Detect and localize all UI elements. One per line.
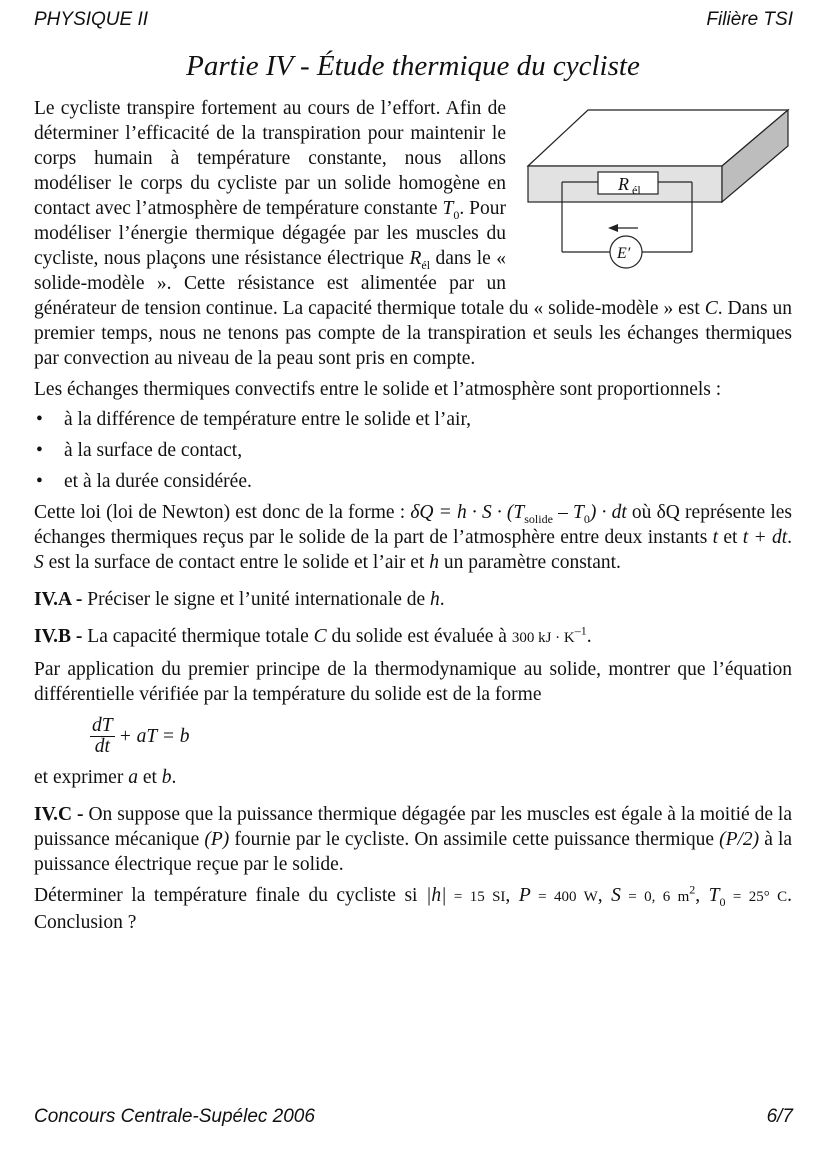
page-number: 6/7 [766, 1106, 793, 1127]
proportionality-list [34, 407, 792, 494]
footer-contest: Concours Centrale-Supélec 2006 [34, 1106, 315, 1127]
header-subject: PHYSIQUE II [34, 9, 149, 30]
differential-equation: $\frac{dT}{dt}$ + aT = b [92, 714, 190, 757]
question-ivb-text: Par application du premier principe de la thermodynamique au solide, montrer que l’équation différentielle vérifiée par la température du solide est de la forme [34, 659, 792, 705]
convection-paragraph: Les échanges thermiques convectifs entre le solide et l’atmosphère sont proportionnels : [34, 379, 722, 400]
list-item: • à la différence de température entre le solide et l’air, [36, 409, 472, 430]
intro-paragraph: Le cycliste transpire fortement au cours de l’effort. Afin de déterminer l’efficacité de la transpiration pour maintenir le corps humain à température constante, nous allons modéliser le corps du cycliste par un solide homogène en contact avec l’atmosphère de température constante $T_0$. Pour modéliser l’énergie thermique dégagée par les muscles du cycliste, nous plaçons une résistance électrique $R_{él}$ dans le « solide-modèle ». Cette résistance est alimentée par un générateur de tension continue. La capacité thermique totale du « solide-modèle » est C. Dans un premier temps, nous ne tenons pas compte de la transpiration et seuls les échanges thermiques par convection au niveau de la peau sont pris en compte. [34, 98, 792, 369]
resistor-label: R [618, 174, 629, 194]
generator-label: E′ [617, 245, 631, 262]
header-track: Filière TSI [706, 9, 793, 30]
question-ivc: IV.C - On suppose que la puissance thermique dégagée par les muscles est égale à la moitié de la puissance mécanique (P) fournie par le cycliste. On assimile cette puissance thermique (P/2) à la puissance électrique reçue par le solide. [34, 804, 793, 875]
newton-law-paragraph: Cette loi (loi de Newton) est donc de la forme : $\delta Q = h \cdot S \cdot (T_{solide} - T_0)$ · dt où δQ représente les échanges thermiques reçus par le solide de la part de l’atmosphère entre deux instants t et t + dt. S est la surface de contact entre le solide et l’air et h un paramètre constant. [34, 502, 792, 573]
question-iva: IV.A - Préciser le signe et l’unité internationale de h. [34, 589, 445, 610]
question-ivb: IV.B - La capacité thermique totale C du solide est évaluée à 300 kJ · $K^{-1}$. [34, 623, 592, 647]
list-item: • et à la durée considérée. [36, 471, 252, 492]
express-ab: et exprimer a et b. [34, 767, 177, 788]
document-body [34, 96, 792, 935]
resistor-subscript: él [632, 183, 641, 197]
solid-model-diagram [522, 98, 792, 270]
list-item: • à la surface de contact, [36, 440, 243, 461]
question-ivc-values: Déterminer la température finale du cycliste si |h| = 15 SI, P = 400 W, S = 0, 6 $m^2$, $T_0 = 25^\circ$ C. Conclusion ? [34, 882, 793, 933]
page-title: Partie IV - Étude thermique du cycliste [186, 50, 640, 82]
